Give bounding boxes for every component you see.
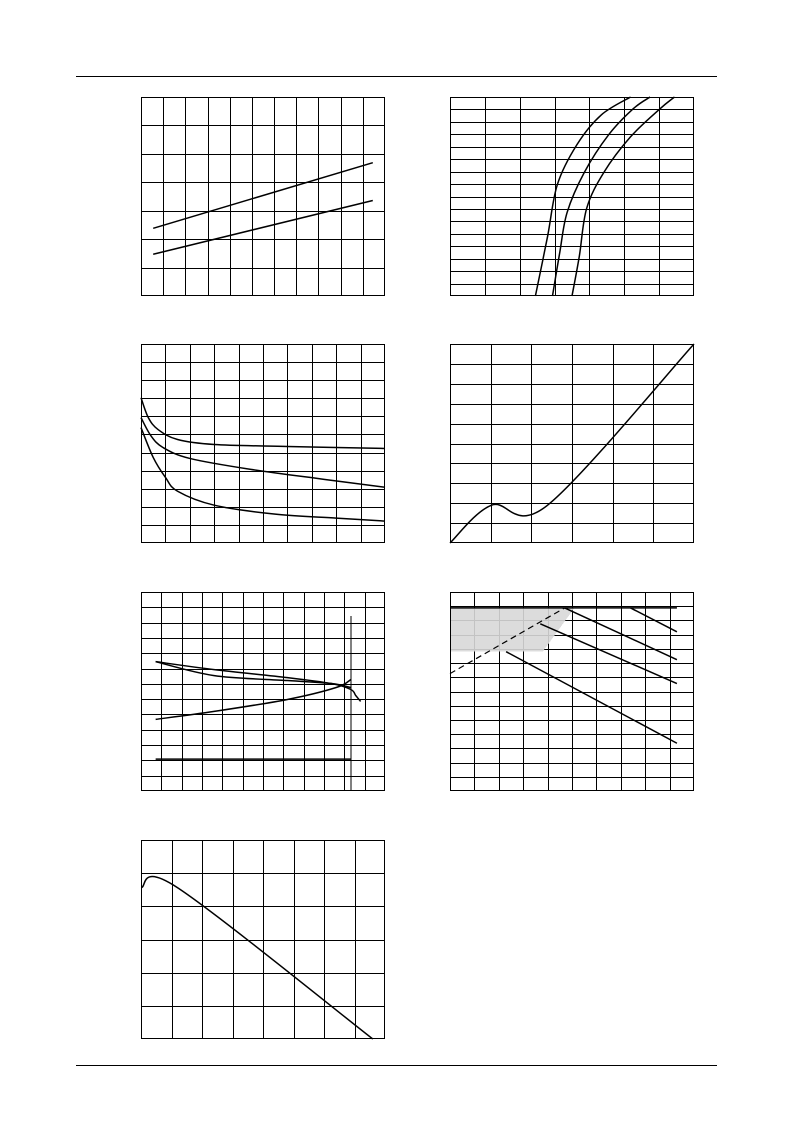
chart-1 (141, 97, 385, 296)
chart-4 (450, 344, 694, 543)
chart-3 (141, 344, 385, 543)
chart-5 (141, 592, 385, 791)
series-line-1 (153, 163, 373, 229)
series-line-1 (535, 97, 630, 296)
chart-6 (450, 592, 694, 791)
chart-2 (450, 97, 694, 296)
footer-rule (76, 1065, 717, 1066)
series-line-2 (552, 97, 650, 296)
series-line-1 (141, 877, 373, 1039)
series-line-2 (153, 200, 373, 254)
series-line-4 (506, 652, 677, 744)
series-line-3 (540, 624, 677, 684)
plot-frame (142, 98, 385, 296)
header-rule (76, 76, 717, 77)
plot-frame (451, 98, 694, 296)
chart-7 (141, 840, 385, 1039)
series-line-5 (631, 608, 677, 632)
series-line-2 (565, 608, 677, 660)
series-line-1 (156, 662, 361, 702)
